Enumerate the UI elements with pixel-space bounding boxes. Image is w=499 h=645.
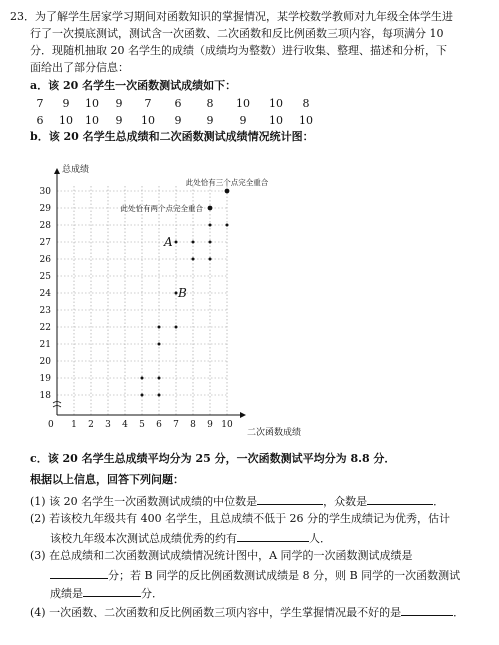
y-axis-label: 总成绩 xyxy=(62,165,90,175)
score-cell: 10 xyxy=(141,114,155,127)
data-point xyxy=(141,377,144,380)
data-point xyxy=(158,343,161,346)
q2-end: 人． xyxy=(309,532,331,545)
score-cell: 10 xyxy=(269,114,283,127)
point-label-a: A xyxy=(164,235,173,249)
x-tick-label: 10 xyxy=(221,420,233,430)
score-cell: 9 xyxy=(62,97,70,110)
data-point xyxy=(192,258,195,261)
score-cell: 6 xyxy=(174,97,182,110)
question-2-line-2 xyxy=(50,530,331,546)
score-cell: 9 xyxy=(239,114,247,127)
data-point xyxy=(141,394,144,397)
data-point xyxy=(225,189,230,194)
x-tick-label: 5 xyxy=(139,420,145,430)
question-2-line-1: (2) 若该校九年级共有 400 名学生，且总成绩不低于 26 分的学生成绩记为优秀，估计 xyxy=(30,512,451,525)
question-3-line-1: (3) 在总成绩和二次函数测试成绩情况统计图中，A 同学的一次函数测试成绩是 xyxy=(30,549,413,562)
y-tick-label: 27 xyxy=(39,238,51,248)
x-tick-label: 8 xyxy=(190,420,196,430)
score-cell: 10 xyxy=(236,97,250,110)
y-tick-label: 18 xyxy=(39,391,51,401)
data-point xyxy=(158,326,161,329)
y-tick-label: 19 xyxy=(39,374,51,384)
score-cell: 9 xyxy=(115,97,123,110)
q3-text-a: 分；若 B 同学的反比例函数测试成绩是 8 分，则 B 同学的一次函数测试 xyxy=(108,569,461,582)
q1-text-b: ，众数是 xyxy=(323,495,368,508)
problem-intro-line-1: 23．为了解学生居家学习期间对函数知识的掌握情况，某学校数学教师对九年级全体学生进 xyxy=(10,10,453,23)
x-tick-label: 7 xyxy=(173,420,179,430)
x-tick-label: 6 xyxy=(156,420,162,430)
x-tick-label: 3 xyxy=(105,420,111,430)
score-cell: 6 xyxy=(36,114,44,127)
q2-excellent-blank[interactable] xyxy=(237,530,309,542)
score-cell: 7 xyxy=(36,97,44,110)
x-tick-label: 1 xyxy=(71,420,77,430)
scatter-chart xyxy=(0,145,499,445)
y-tick-label: 21 xyxy=(39,340,51,350)
q4-text-a: (4) 一次函数、二次函数和反比例函数三项内容中，学生掌握情况最不好的是 xyxy=(30,606,402,619)
annotation-three-points: 此处恰有三个点完全重合 xyxy=(185,178,269,187)
q4-end: ． xyxy=(453,606,465,619)
origin-label: 0 xyxy=(48,420,54,430)
score-cell: 10 xyxy=(59,114,73,127)
y-tick-label: 25 xyxy=(39,272,51,282)
y-tick-label: 28 xyxy=(39,221,51,231)
question-4 xyxy=(30,604,464,620)
q1-mode-blank[interactable] xyxy=(367,493,433,505)
q2-text-a: 该校九年级本次测试总成绩优秀的约有 xyxy=(50,532,237,545)
data-point xyxy=(209,224,212,227)
score-cell: 10 xyxy=(85,97,99,110)
score-cell: 8 xyxy=(302,97,310,110)
y-tick-label: 22 xyxy=(39,323,51,333)
data-point xyxy=(158,394,161,397)
q4-answer-blank[interactable] xyxy=(401,604,453,616)
data-point xyxy=(175,326,178,329)
questions-heading: 根据以上信息，回答下列问题： xyxy=(30,473,184,486)
annotation-two-points: 此处恰有两个点完全重合 xyxy=(120,204,203,213)
problem-intro-line-3: 分．现随机抽取 20 名学生的成绩（成绩均为整数）进行收集、整理、描述和分析，下 xyxy=(30,44,447,57)
score-cell: 8 xyxy=(206,97,214,110)
score-cell: 9 xyxy=(115,114,123,127)
data-point xyxy=(209,258,212,261)
score-cell: 9 xyxy=(174,114,182,127)
data-point xyxy=(209,241,212,244)
data-point xyxy=(226,224,229,227)
point-label-b: B xyxy=(178,286,187,300)
q3-text-b: 成绩是 xyxy=(50,587,83,600)
problem-intro-line-4: 面给出了部分信息： xyxy=(30,61,129,74)
score-cell: 10 xyxy=(269,97,283,110)
y-tick-label: 29 xyxy=(39,204,51,214)
q1-median-blank[interactable] xyxy=(257,493,323,505)
score-cell: 7 xyxy=(144,97,152,110)
y-tick-label: 26 xyxy=(39,255,51,265)
score-cell: 10 xyxy=(299,114,313,127)
question-3-line-3 xyxy=(50,585,163,601)
data-point xyxy=(208,206,213,211)
y-tick-label: 30 xyxy=(39,187,51,197)
data-point xyxy=(192,241,195,244)
score-cell: 10 xyxy=(85,114,99,127)
x-tick-label: 2 xyxy=(88,420,94,430)
q3-b-score-blank[interactable] xyxy=(83,585,141,597)
data-point xyxy=(175,241,178,244)
q1-text-a: (1) 该 20 名学生一次函数测试成绩的中位数是 xyxy=(30,495,258,508)
section-b-label: b．该 20 名学生总成绩和二次函数测试成绩情况统计图： xyxy=(30,130,314,143)
q3-end: 分． xyxy=(141,587,163,600)
x-tick-label: 9 xyxy=(207,420,213,430)
question-3-line-2 xyxy=(50,567,460,583)
section-a-label: a．该 20 名学生一次函数测试成绩如下： xyxy=(30,79,237,92)
q1-end: ． xyxy=(433,495,445,508)
q3-a-score-blank[interactable] xyxy=(50,567,108,579)
x-axis-label: 二次函数成绩 xyxy=(247,428,302,438)
y-tick-label: 20 xyxy=(39,357,51,367)
y-tick-label: 23 xyxy=(39,306,51,316)
problem-intro-line-2: 行了一次摸底测试，测试含一次函数、二次函数和反比例函数三项内容，每项满分 10 xyxy=(30,27,444,40)
question-1 xyxy=(30,493,444,509)
x-tick-label: 4 xyxy=(122,420,128,430)
y-tick-label: 24 xyxy=(39,289,51,299)
score-cell: 9 xyxy=(206,114,214,127)
section-c-label: c．该 20 名学生总成绩平均分为 25 分，一次函数测试平均分为 8.8 分． xyxy=(30,452,396,465)
data-point xyxy=(158,377,161,380)
